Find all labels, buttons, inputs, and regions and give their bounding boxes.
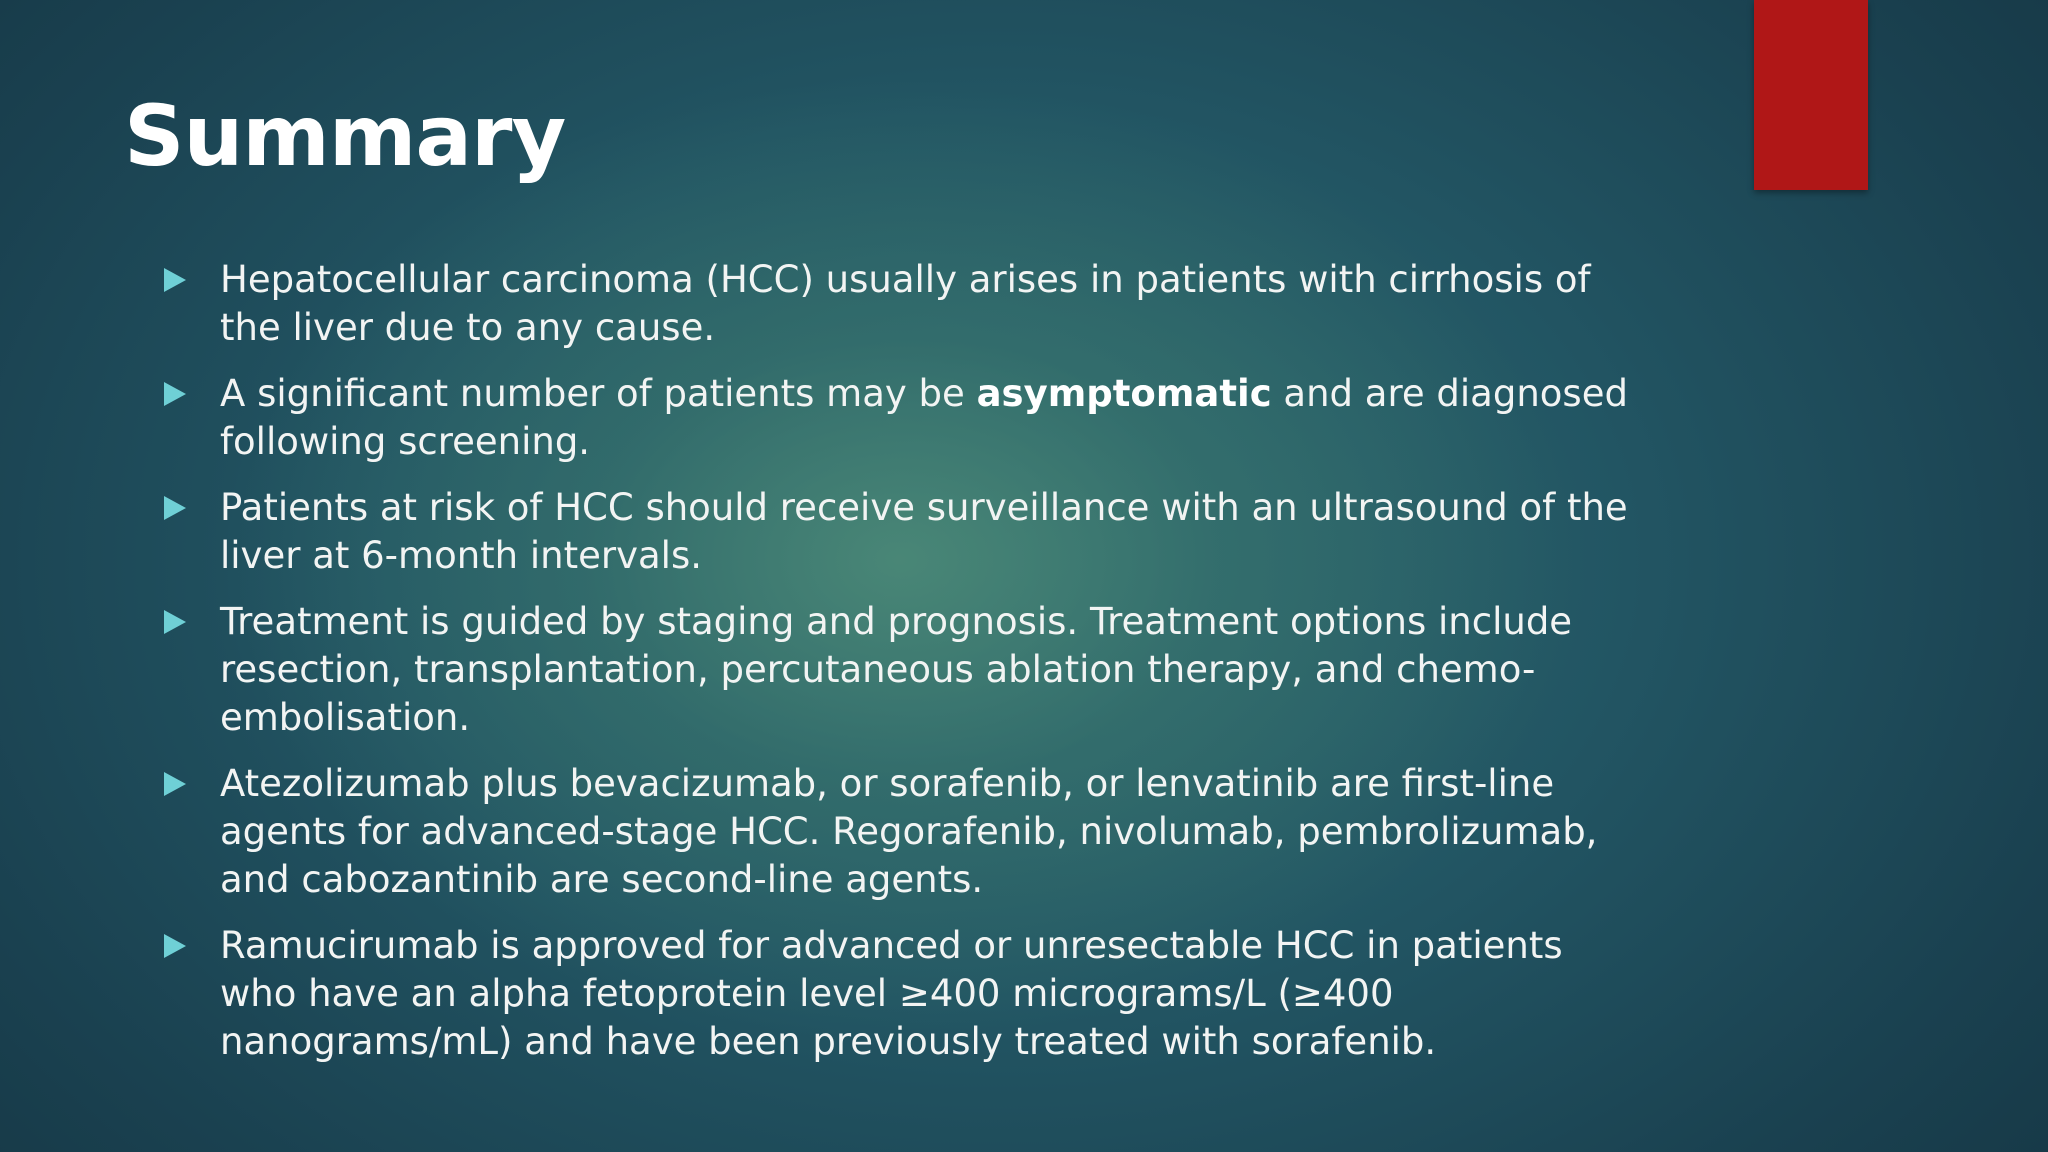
bullet-item [164, 370, 1644, 466]
bullet-item [164, 760, 1644, 904]
triangle-bullet-icon [164, 496, 186, 520]
bullet-list [164, 256, 1644, 1084]
bullet-text: Atezolizumab plus bevacizumab, or sorafenib, or lenvatinib are first-line agents for advanced-stage HCC. Regorafenib, nivolumab, pembrolizumab, and cabozantinib are second-line agents. [220, 762, 1598, 901]
bullet-item [164, 484, 1644, 580]
bullet-item [164, 598, 1644, 742]
triangle-bullet-icon [164, 934, 186, 958]
accent-bar [1754, 0, 1868, 190]
slide-title: Summary [124, 87, 566, 185]
triangle-bullet-icon [164, 610, 186, 634]
triangle-bullet-icon [164, 382, 186, 406]
bullet-text-before: A significant number of patients may be [220, 372, 977, 415]
bullet-text: Ramucirumab is approved for advanced or unresectable HCC in patients who have an alpha fetoprotein level ≥400 micrograms/L (≥400 nanograms/mL) and have been previously treated with sorafenib. [220, 924, 1563, 1063]
bullet-text: Hepatocellular carcinoma (HCC) usually arises in patients with cirrhosis of the liver due to any cause. [220, 258, 1591, 349]
bullet-item [164, 256, 1644, 352]
bullet-item [164, 922, 1644, 1066]
bullet-text: Patients at risk of HCC should receive surveillance with an ultrasound of the liver at 6-month intervals. [220, 486, 1628, 577]
triangle-bullet-icon [164, 268, 186, 292]
bullet-text-bold: asymptomatic [976, 372, 1272, 415]
bullet-text-after: and are diagnosed following screening. [220, 372, 1628, 463]
triangle-bullet-icon [164, 772, 186, 796]
bullet-text: Treatment is guided by staging and prognosis. Treatment options include resection, transplantation, percutaneous ablation therapy, and chemo-embolisation. [220, 600, 1573, 739]
